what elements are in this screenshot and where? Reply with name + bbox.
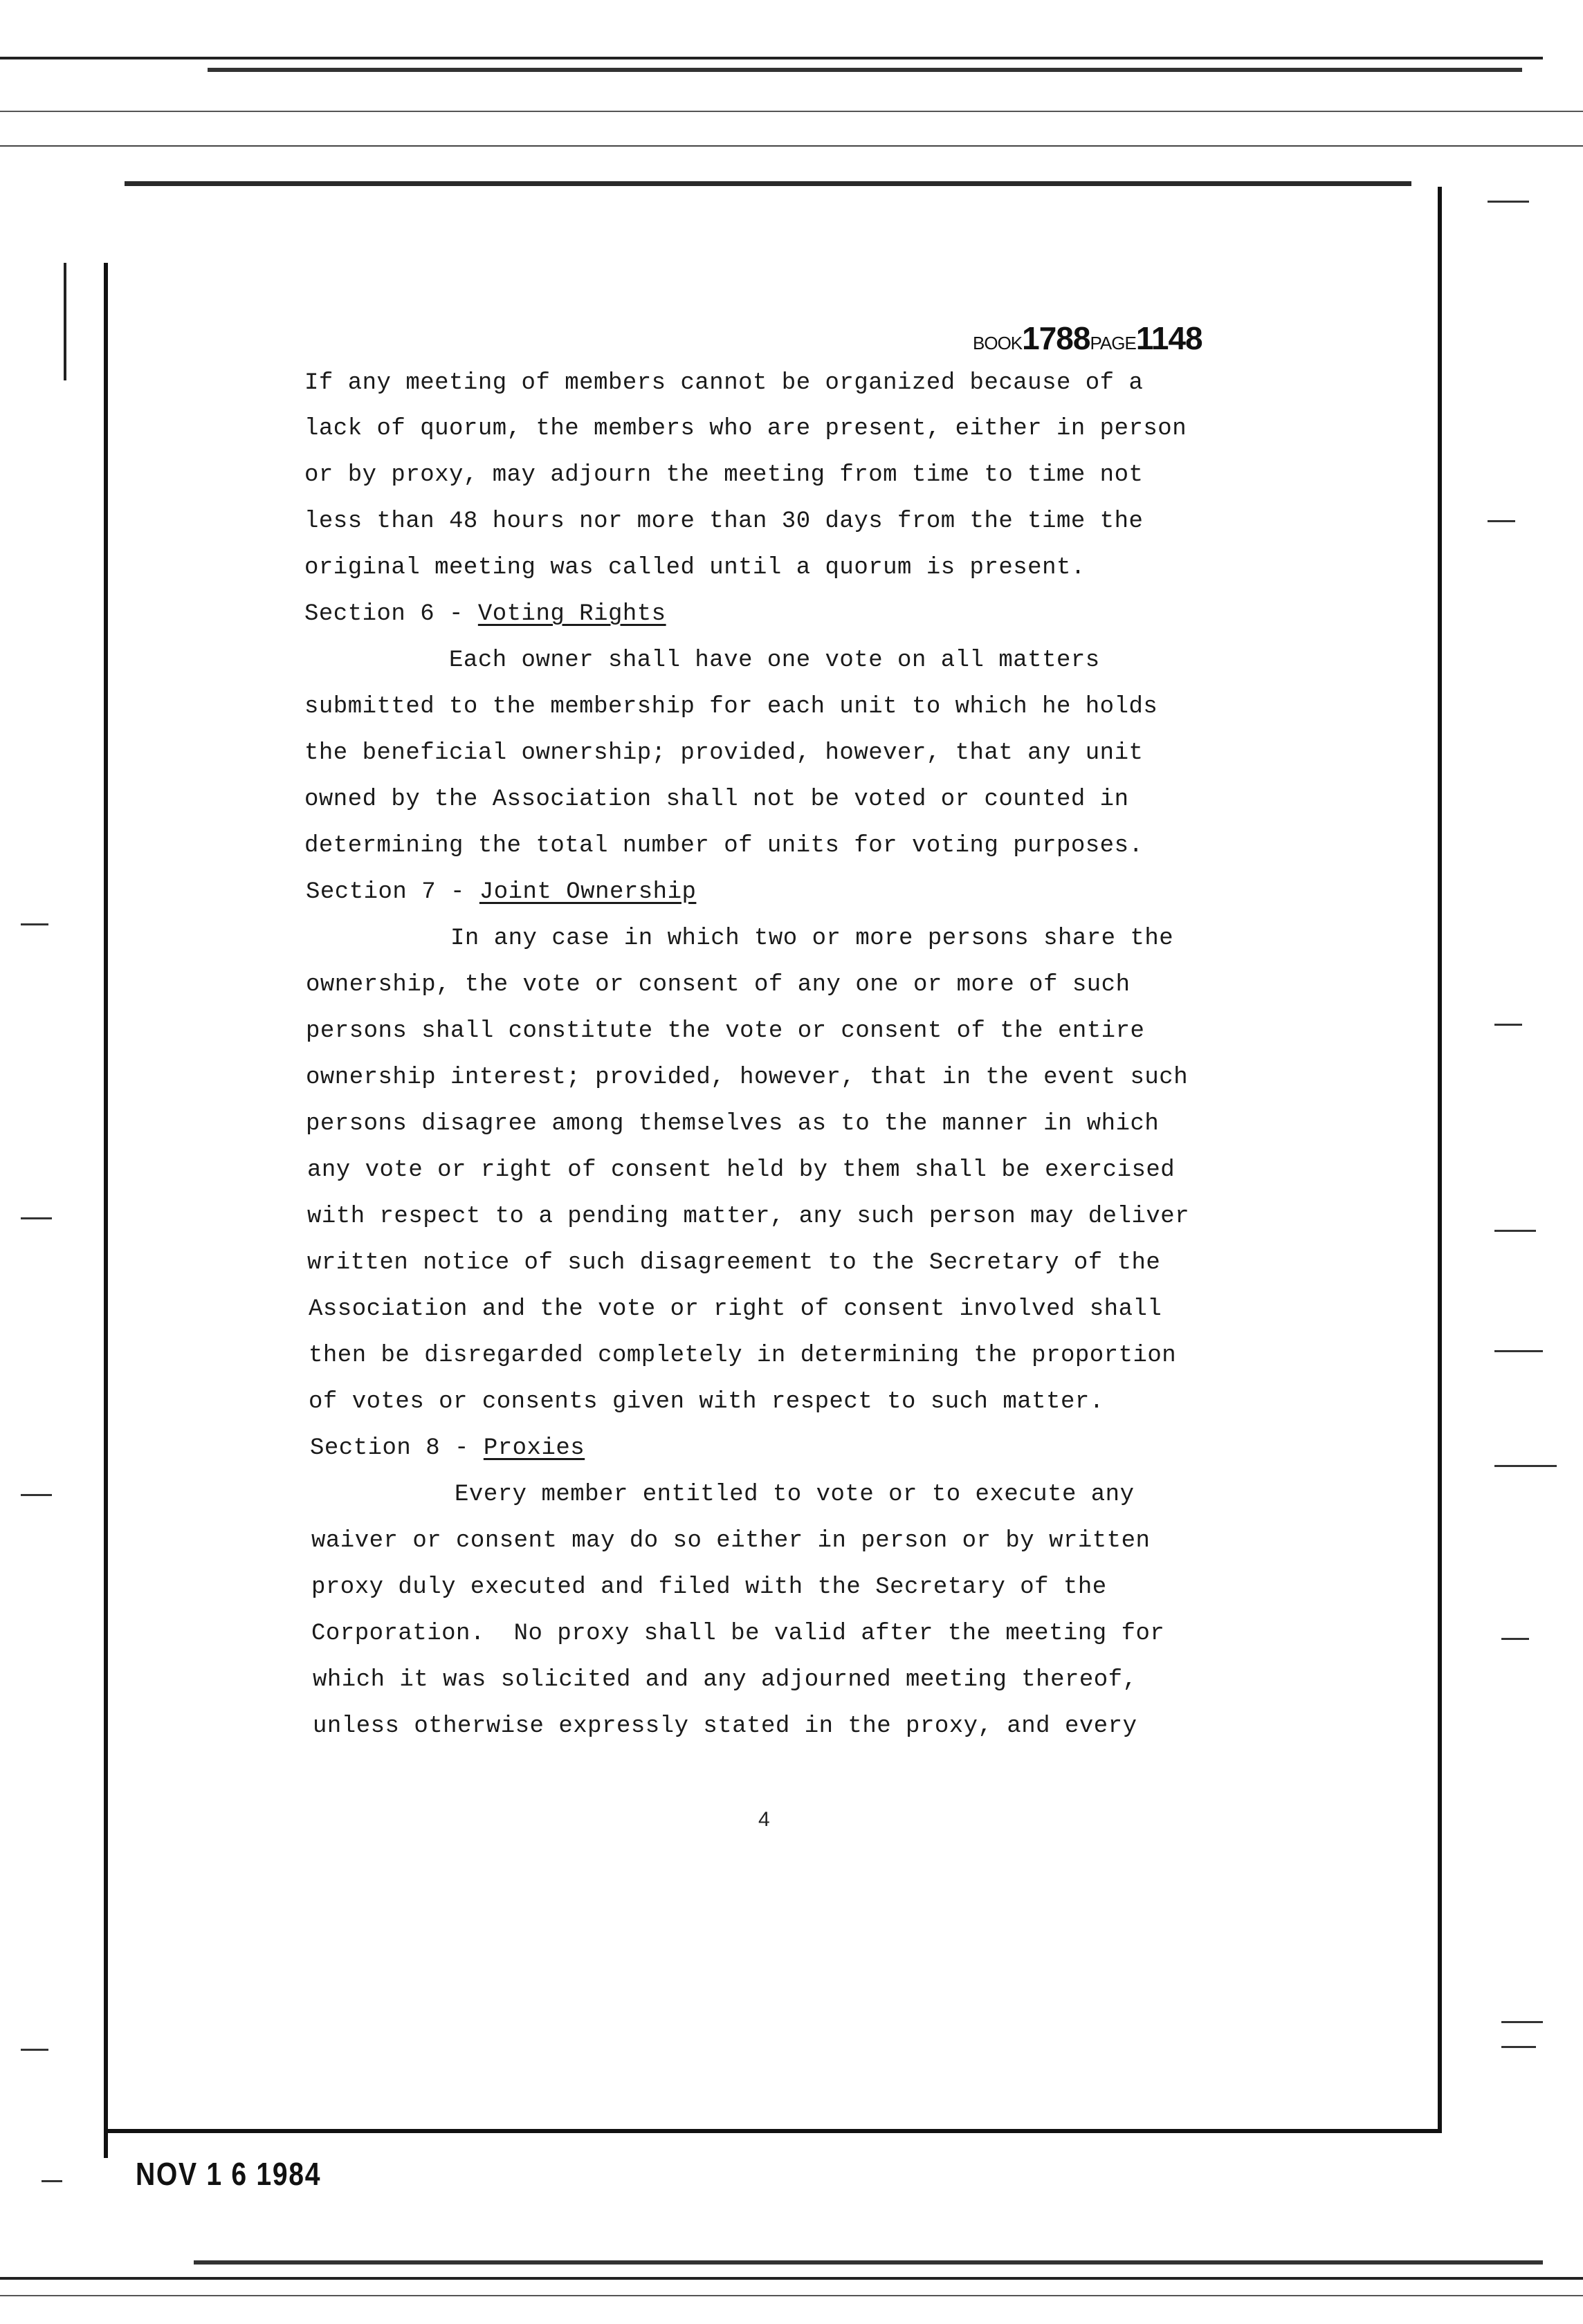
date-stamp: NOV 1 6 1984 bbox=[136, 2156, 322, 2192]
margin-tick bbox=[1494, 1465, 1557, 1467]
scan-edge-line bbox=[0, 145, 1583, 147]
book-number: 1788 bbox=[1022, 320, 1090, 356]
body-line: lack of quorum, the members who are present, either in person bbox=[304, 416, 1187, 442]
page-label: PAGE bbox=[1090, 333, 1136, 353]
section-prefix: Section 6 - bbox=[304, 601, 478, 627]
section-prefix: Section 7 - bbox=[306, 879, 479, 905]
body-line: Association and the vote or right of consent involved shall bbox=[309, 1296, 1162, 1322]
body-line: Every member entitled to vote or to execute any bbox=[310, 1482, 1135, 1508]
section-heading bbox=[306, 879, 696, 905]
body-line: Corporation. No proxy shall be valid after the meeting for bbox=[311, 1621, 1165, 1647]
body-line: owned by the Association shall not be voted or counted in bbox=[304, 786, 1129, 813]
body-line: If any meeting of members cannot be organized because of a bbox=[304, 370, 1144, 396]
book-label: BOOK bbox=[973, 333, 1023, 353]
margin-tick bbox=[21, 1217, 52, 1219]
page-frame-left-edge bbox=[104, 263, 108, 2158]
margin-tick bbox=[1501, 2046, 1536, 2048]
body-line: any vote or right of consent held by them shall be exercised bbox=[307, 1157, 1175, 1183]
margin-tick bbox=[1501, 2021, 1543, 2023]
body-line: persons disagree among themselves as to the manner in which bbox=[306, 1111, 1160, 1137]
section-title: Proxies bbox=[483, 1435, 585, 1461]
body-line: the beneficial ownership; provided, however, that any unit bbox=[304, 740, 1144, 766]
scan-edge-line bbox=[194, 2260, 1543, 2265]
section-heading bbox=[310, 1435, 585, 1461]
scan-edge-line bbox=[0, 2295, 1583, 2296]
body-line: ownership, the vote or consent of any one or more of such bbox=[306, 972, 1131, 998]
margin-tick bbox=[21, 2049, 48, 2051]
body-line: persons shall constitute the vote or consent of the entire bbox=[306, 1018, 1145, 1044]
page-reference: 1148 bbox=[1135, 320, 1202, 356]
body-line: less than 48 hours nor more than 30 days from the time the bbox=[304, 508, 1144, 535]
scan-edge-line bbox=[0, 111, 1583, 112]
margin-tick bbox=[21, 1494, 52, 1496]
body-line: determining the total number of units for voting purposes. bbox=[304, 833, 1144, 859]
body-line: then be disregarded completely in determining the proportion bbox=[309, 1343, 1177, 1369]
body-line: In any case in which two or more persons share the bbox=[306, 925, 1174, 952]
margin-tick bbox=[1488, 520, 1515, 522]
scan-edge-line bbox=[0, 2277, 1583, 2280]
body-line: waiver or consent may do so either in person or by written bbox=[311, 1528, 1151, 1554]
body-line: with respect to a pending matter, any such person may deliver bbox=[307, 1204, 1190, 1230]
body-line: written notice of such disagreement to the Secretary of the bbox=[307, 1250, 1161, 1276]
section-prefix: Section 8 - bbox=[310, 1435, 484, 1461]
page-number: 4 bbox=[758, 1808, 770, 1831]
margin-tick bbox=[1488, 201, 1529, 203]
body-line: or by proxy, may adjourn the meeting from time to time not bbox=[304, 462, 1144, 488]
margin-tick bbox=[21, 923, 48, 925]
page-frame-left-mark bbox=[64, 263, 66, 380]
scan-edge-line bbox=[125, 181, 1411, 186]
body-line: Each owner shall have one vote on all matters bbox=[304, 647, 1100, 674]
body-line: original meeting was called until a quorum is present. bbox=[304, 555, 1086, 581]
book-page-reference bbox=[973, 320, 1202, 357]
body-line: unless otherwise expressly stated in the proxy, and every bbox=[313, 1713, 1137, 1740]
body-line: of votes or consents given with respect to such matter. bbox=[309, 1389, 1104, 1415]
margin-tick bbox=[1494, 1230, 1536, 1232]
scan-edge-line bbox=[0, 57, 1543, 59]
margin-tick bbox=[1494, 1024, 1522, 1026]
scan-edge-line bbox=[208, 68, 1522, 72]
body-line: which it was solicited and any adjourned meeting thereof, bbox=[313, 1667, 1137, 1693]
body-line: ownership interest; provided, however, that in the event such bbox=[306, 1064, 1189, 1091]
section-title: Voting Rights bbox=[477, 601, 666, 627]
body-line: submitted to the membership for each unit to which he holds bbox=[304, 694, 1158, 720]
margin-tick bbox=[42, 2180, 62, 2182]
section-heading bbox=[304, 601, 666, 627]
margin-tick bbox=[1501, 1638, 1529, 1640]
margin-tick bbox=[1494, 1350, 1543, 1352]
body-line: proxy duly executed and filed with the Secretary of the bbox=[311, 1574, 1107, 1601]
section-title: Joint Ownership bbox=[479, 879, 697, 905]
